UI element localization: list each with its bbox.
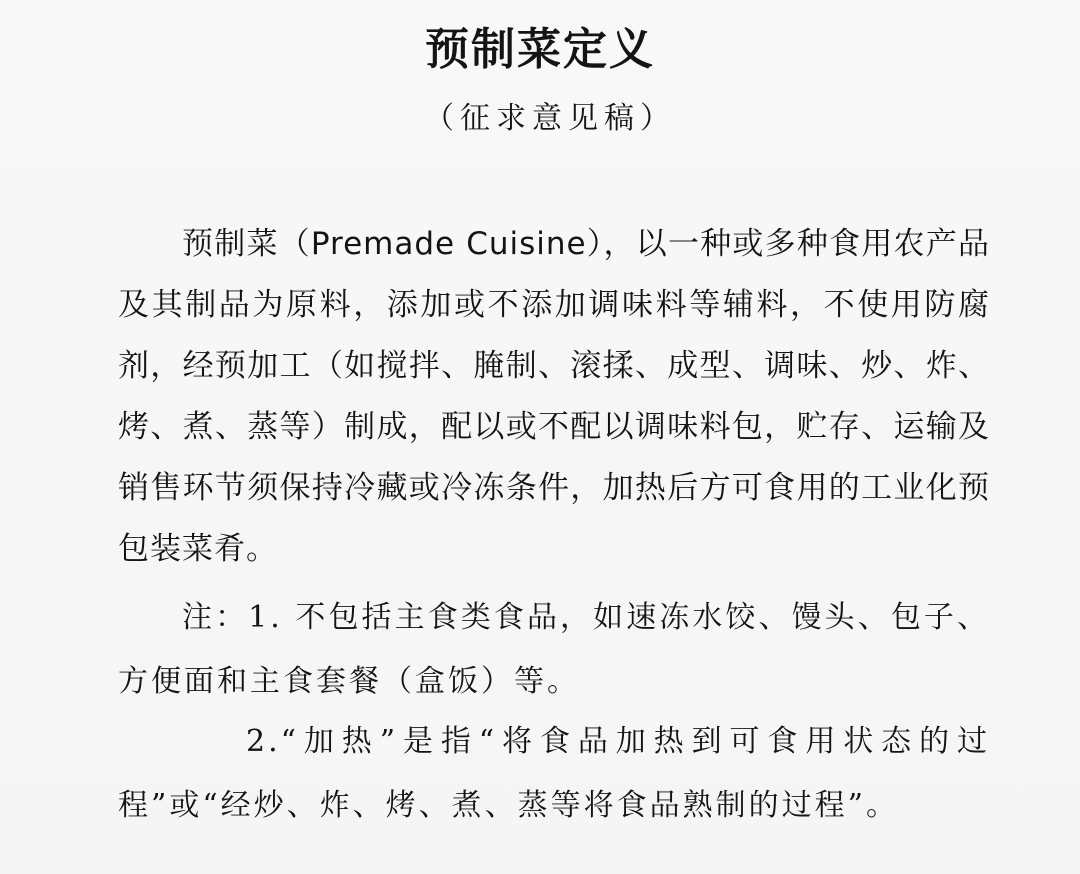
definition-paragraph: 预制菜（Premade Cuisine），以一种或多种食用农产品及其制品为原料，添加或不添加调味料等辅料，不使用防腐剂，经预加工（如搅拌、腌制、滚揉、成型、调味、炒、炸、烤、煮、蒸等）制成，配以或不配以调味料包，贮存、运输及销售环节须保持冷藏或冷冻条件，加热后方可食用的工业化预包装菜肴。 [118, 226, 990, 567]
note-item-1: 注：1. 不包括主食类食品，如速冻水饺、馒头、包子、方便面和主食套餐（盒饭）等。 [118, 600, 990, 699]
note-item-2: 2.“加热”是指“将食品加热到可食用状态的过程”或“经炒、炸、烤、煮、蒸等将食品熟制的过程”。 [118, 724, 990, 823]
document-title: 预制菜定义 [425, 24, 655, 75]
document-subtitle: （征求意见稿） [424, 101, 676, 136]
